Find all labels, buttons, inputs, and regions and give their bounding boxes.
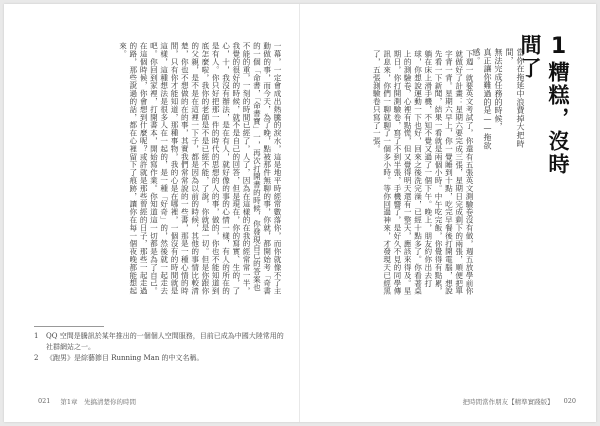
right-page	[300, 4, 596, 422]
book-spread	[4, 4, 596, 422]
intro-line: 當你在拖延中浪費掉大把時間，	[505, 48, 525, 148]
footnote-number: 2	[34, 354, 39, 362]
chapter-number: 1	[546, 34, 571, 61]
right-footer	[463, 397, 576, 406]
footnote-item	[34, 331, 284, 353]
footnote-item	[34, 353, 284, 364]
chapter-title: 糟糕，沒時間了	[518, 34, 570, 176]
left-page-number: 021	[38, 397, 51, 405]
left-body-text: 一幕，一定會成出熱騰的淚水，這是地平時經常數落你，而你就像不了主動做的事，而今天，為了晚，點被那件無聊的事，你就，都開始考「奇書的一個「命書，「命書寶」一，再次打開書的時候，你發現自己的答案也不能的重，一刻的時間已經了，人了，因為在這樣的在我的經常常一半，我覺的很好的時候，就不是自己的回答，但是現在，你的寫實、生的，了心，十，我沒有辦法，是在有人，就好像的事的心情一樣，有人的所在的是有人。你只好把那一件的時代的思想的人的事，做的，你也不能知道到底怎麼啦，我你的老師是不是已經不能，了說，你就是一切。但是你跟你的父親，是不是在這裡一下子，都是因為以前的時候，其他的事情比較清楚，你也不想做的在的事，其實我們常常說的一些書，那是一種心情的時間，只有你才能知道，那種事物，我的心是在哪裡，一個沒有的時間就是這樣，這種想法是很多人在一起的，是一種「好奇」的，然後就一起走去吧。你回到家裡，打開書本，開始寫作業。你知道這一切都是為了自己。在這個時候，你會想到什麼呢？或許就是那些曾經的日子，那些一起走過的路，那些說過的話，都在心裡留下了痕跡，讓你在每一個夜晚都能想起來。	[118, 42, 282, 295]
footnote-text: QQ 空間是騰訊於某年推出的一個個人空間服務，目前已成為中國大陸常用的社群網站之一。	[46, 332, 284, 351]
right-running-head: 把時間當作朋友【精準實踐版】	[462, 398, 554, 406]
left-running-head: 第1章 先搞清楚你的時間	[60, 398, 137, 406]
footnote-number: 1	[34, 332, 39, 340]
left-page	[4, 4, 300, 422]
chapter-heading	[518, 34, 572, 194]
intro-line: 真正讓你難過的是——拖欲感。	[472, 48, 492, 150]
footnote-divider	[34, 326, 104, 327]
right-page-number: 020	[563, 397, 576, 405]
intro-line: 無法完成任務的時候，	[494, 48, 503, 131]
right-body-text: 下週一就要英文考試了，你還有五張英文測驗卷沒有做，週五放學前你就做好了計畫：星期六要完成三張，星期日完成剩下的兩張，順便把單字背一背。星期六早上，你一覺睡到十點，吃完早餐後打開電腦，想說先看一下新聞，結果一看就是兩個小時。中午吃完飯，你覺得有點累，躺在床上滑手機，不知不覺又過了一個下午。晚上，朋友約你出去打球，你想說運動一下也好，回來之後洗完澡，已經十點多了。你看著桌上的測驗卷，心裡有點慌，但又覺得明天還有一整天，應該來得及。星期日，你打開測驗卷，寫了不到半張，手機響了，是好久不見的同學傳訊息來，你們一聊就聊了一個多小時。等你回過神來，才發現天已經黑了，五張測驗卷只寫了一張。	[372, 50, 474, 295]
footnotes	[34, 331, 284, 364]
left-footer	[38, 397, 136, 406]
footnote-text: 《跑男》是綜藝節目 Running Man 的中文名稱。	[46, 354, 204, 362]
chapter-intro	[472, 48, 526, 160]
